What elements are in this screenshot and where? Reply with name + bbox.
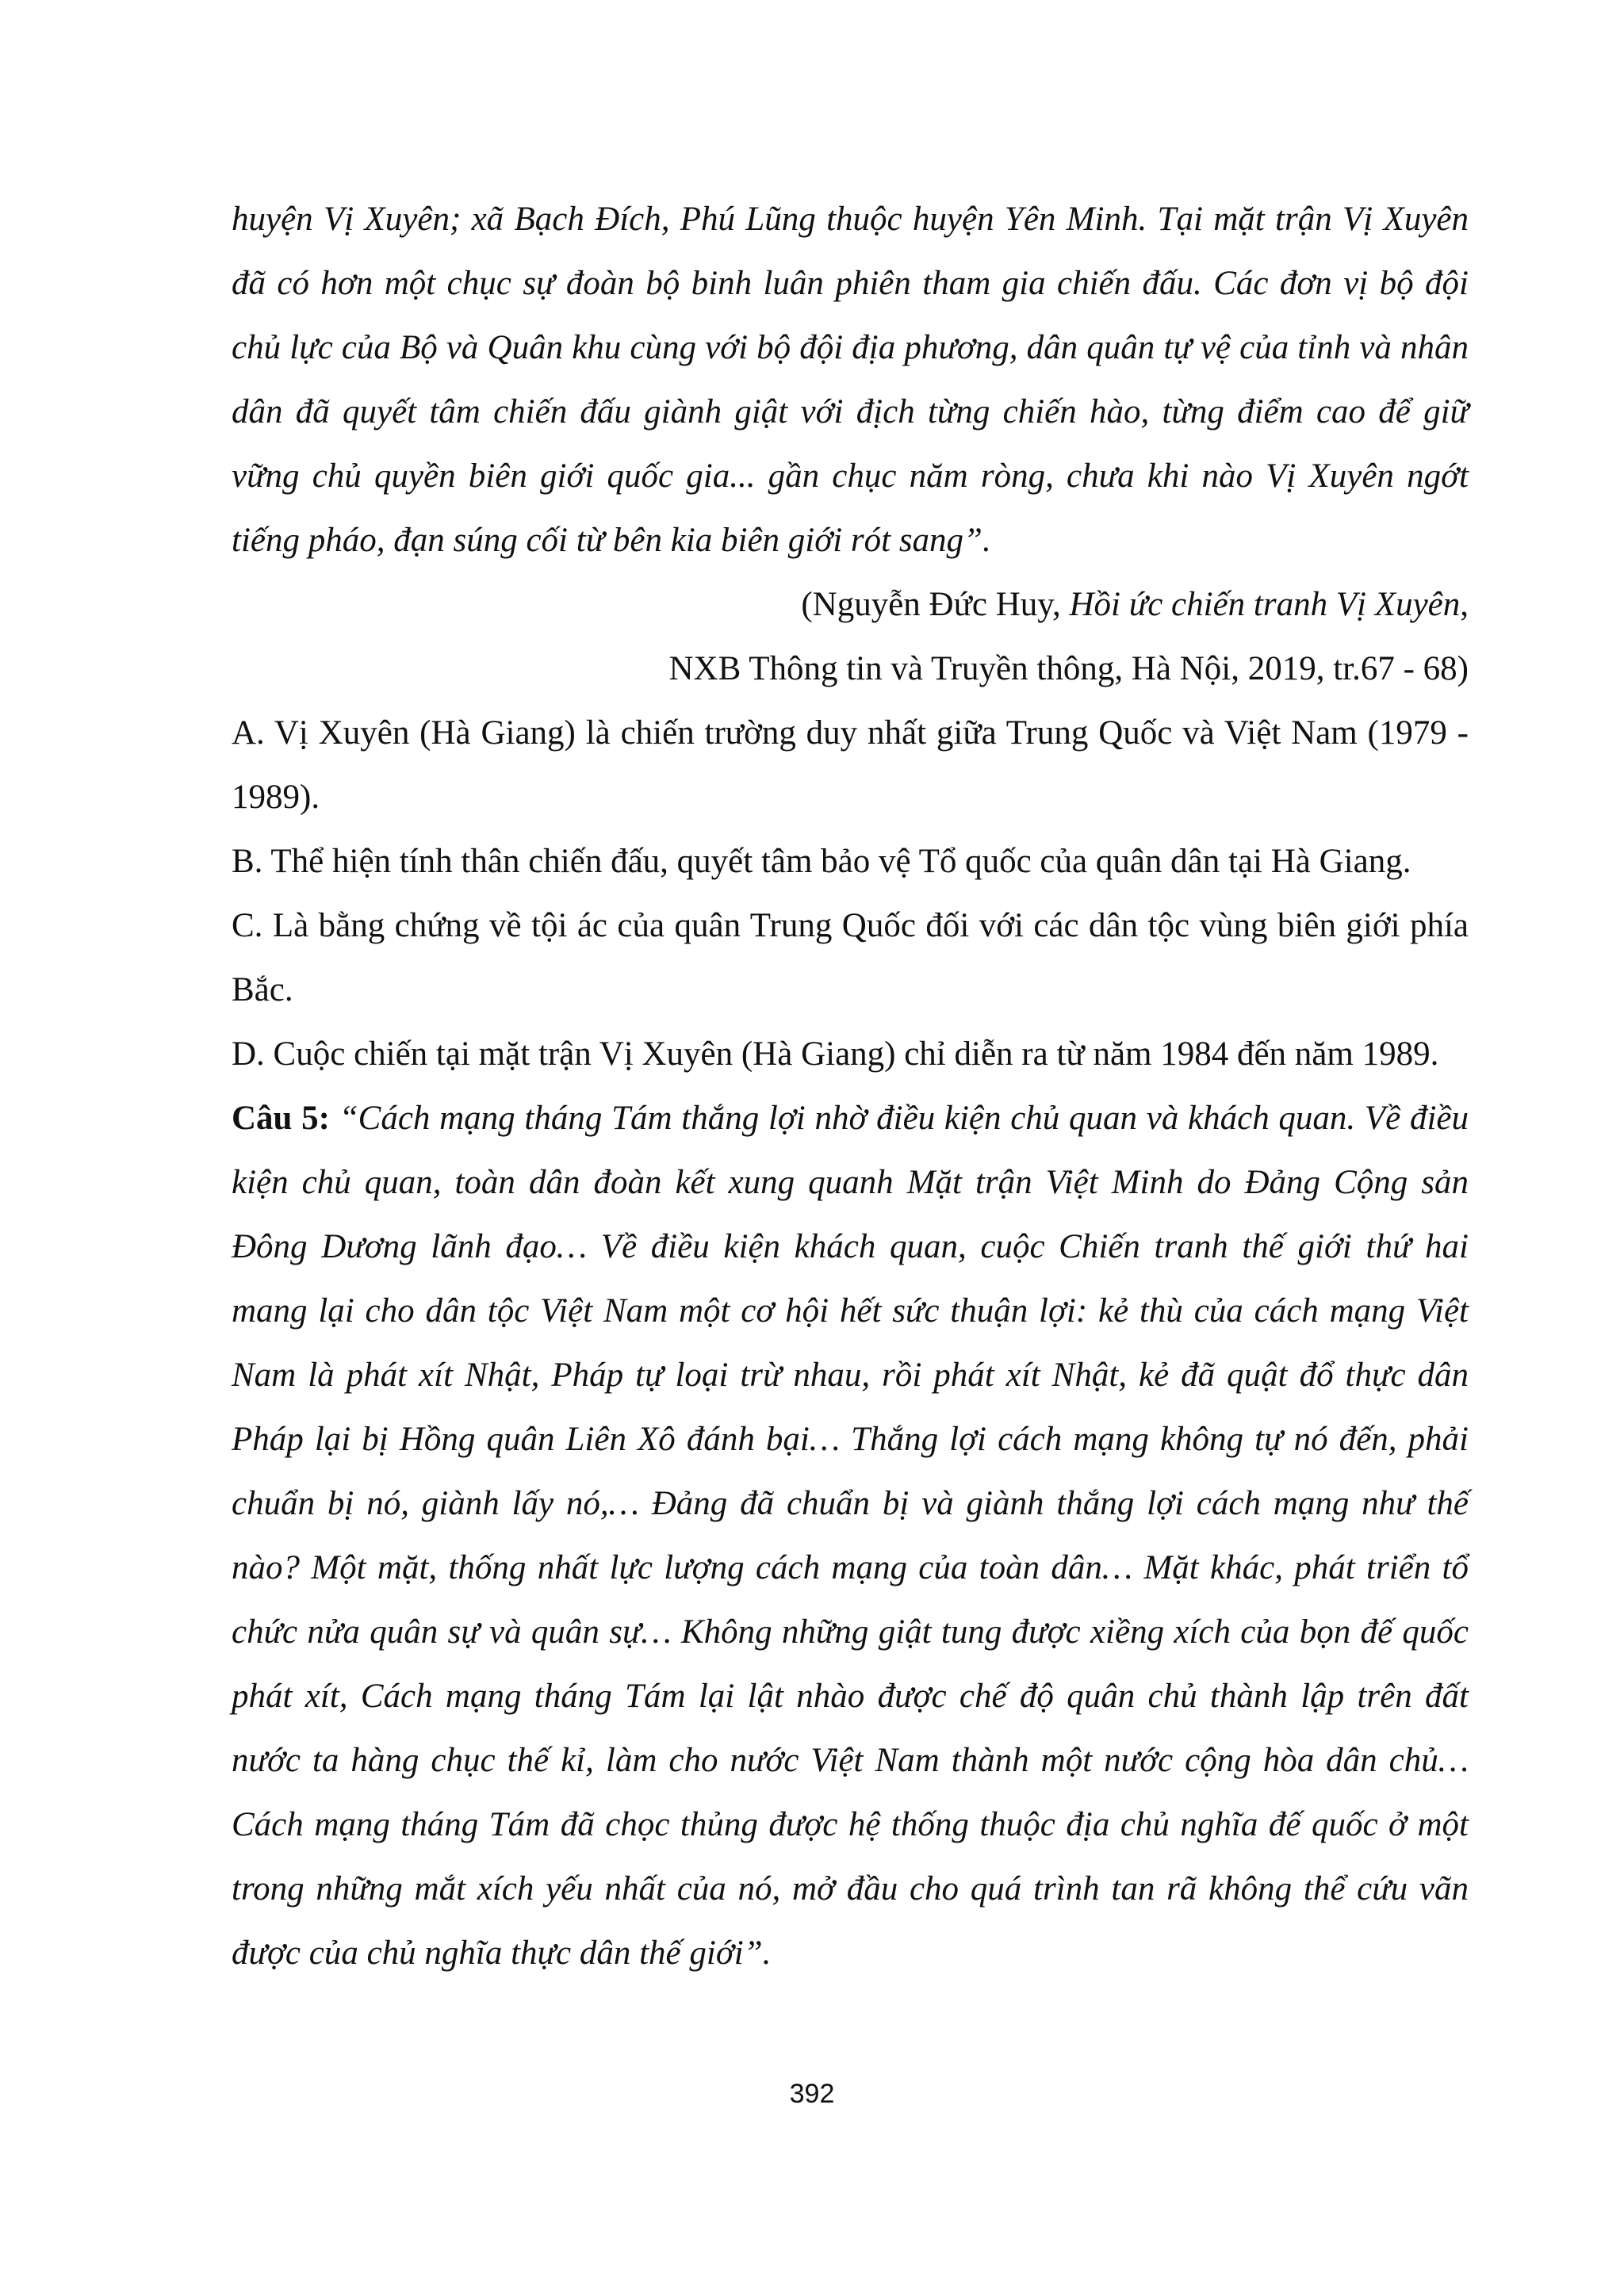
option-c: C. Là bằng chứng về tội ác của quân Trung Quốc đối với các dân tộc vùng biên giới phía Bắc.	[232, 907, 1469, 1008]
option-d: D. Cuộc chiến tại mặt trận Vị Xuyên (Hà Giang) chỉ diễn ra từ năm 1984 đến năm 1989.	[232, 1035, 1439, 1073]
citation-suffix: ,	[1460, 586, 1469, 623]
citation-line-2: NXB Thông tin và Truyền thông, Hà Nội, 2019, tr.67 - 68)	[668, 650, 1469, 687]
quote-continued-paragraph: huyện Vị Xuyên; xã Bạch Đích, Phú Lũng thuộc huyện Yên Minh. Tại mặt trận Vị Xuyên đã có hơn một chục sự đoàn bộ binh luân phiên tham gia chiến đấu. Các đơn vị bộ đội chủ lực của Bộ và Quân khu cùng với bộ đội địa phương, dân quân tự vệ của tỉnh và nhân dân đã quyết tâm chiến đấu giành giật với địch từng chiến hào, từng điểm cao để giữ vững chủ quyền biên giới quốc gia... gần chục năm ròng, chưa khi nào Vị Xuyên ngớt tiếng pháo, đạn súng cối từ bên kia biên giới rót sang”.	[232, 201, 1469, 559]
page-content	[232, 187, 1469, 1985]
question-5	[232, 1086, 1469, 1985]
question-5-label: Câu 5:	[232, 1100, 331, 1137]
citation-prefix: (Nguyễn Đức Huy,	[801, 586, 1070, 623]
question-5-text: “Cách mạng tháng Tám thắng lợi nhờ điều kiện chủ quan và khách quan. Về điều kiện chủ quan, toàn dân đoàn kết xung quanh Mặt trận Việt Minh do Đảng Cộng sản Đông Dương lãnh đạo… Về điều kiện khách quan, cuộc Chiến tranh thế giới thứ hai mang lại cho dân tộc Việt Nam một cơ hội hết sức thuận lợi: kẻ thù của cách mạng Việt Nam là phát xít Nhật, Pháp tự loại trừ nhau, rồi phát xít Nhật, kẻ đã quật đổ thực dân Pháp lại bị Hồng quân Liên Xô đánh bại… Thắng lợi cách mạng không tự nó đến, phải chuẩn bị nó, giành lấy nó,… Đảng đã chuẩn bị và giành thắng lợi cách mạng như thế nào? Một mặt, thống nhất lực lượng cách mạng của toàn dân… Mặt khác, phát triển tổ chức nửa quân sự và quân sự… Không những giật tung được xiềng xích của bọn đế quốc phát xít, Cách mạng tháng Tám lại lật nhào được chế độ quân chủ thành lập trên đất nước ta hàng chục thế kỉ, làm cho nước Việt Nam thành một nước cộng hòa dân chủ… Cách mạng tháng Tám đã chọc thủng được hệ thống thuộc địa chủ nghĩa đế quốc ở một trong những mắt xích yếu nhất của nó, mở đầu cho quá trình tan rã không thể cứu vãn được của chủ nghĩa thực dân thế giới”.	[232, 1100, 1469, 1972]
option-a: A. Vị Xuyên (Hà Giang) là chiến trường duy nhất giữa Trung Quốc và Việt Nam (1979 - 1989).	[232, 714, 1469, 816]
citation-title: Hồi ức chiến tranh Vị Xuyên	[1069, 586, 1461, 623]
citation-line-1	[232, 572, 1469, 637]
option-b: B. Thể hiện tính thân chiến đấu, quyết tâm bảo vệ Tổ quốc của quân dân tại Hà Giang.	[232, 843, 1411, 880]
page-number: 392	[789, 2079, 835, 2109]
